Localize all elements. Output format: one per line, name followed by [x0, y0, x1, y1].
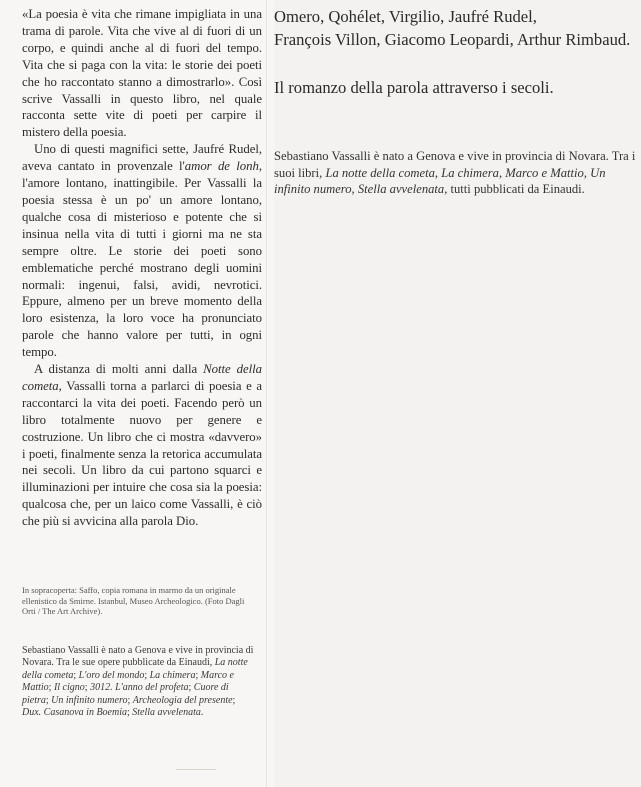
page-mark [176, 769, 216, 770]
poets-list-line-1: Omero, Qohélet, Virgilio, Jaufré Rudel, [274, 7, 537, 26]
back-cover [274, 0, 641, 787]
back-subtitle: Il romanzo della parola attraverso i secoli. [274, 78, 554, 97]
front-flap [22, 6, 262, 530]
flap-paragraph-1-text: «La poesia è vita che rimane impigliata in una trama di parole. Vita che vive al di fuori di un corpo, e quindi anche al di fuori del tempo. Vita che si paga con la vita: le storie dei poeti che ho raccontato stanno a dimostrarlo». Così scrive Vassalli in questo libro, nel quale racconta sette vite di poeti per carpire il mistero della poesia. [22, 7, 262, 140]
column-divider [266, 0, 267, 787]
cover-caption: In sopracoperta: Saffo, copia romana in marmo da un originale ellenistico da Smirne. Istanbul, Museo Archeologico. (Foto Dagli Orti / The Art Archive). [22, 585, 245, 617]
flap-paragraph-1 [22, 6, 262, 141]
poets-list-line-2: François Villon, Giacomo Leopardi, Arthur Rimbaud. [274, 29, 631, 49]
author-bio-flap: Sebastiano Vassalli è nato a Genova e vive in provincia di Novara. Tra le sue opere pubblicate da Einaudi, La notte della cometa; L'oro del mondo; La chimera; Marco e Mattio; Il cigno; 3012. L'anno del profeta; Cuore di pietra; Un infinito numero; Archeologia del presente; Dux. Casanova in Boemia; Stella avvelenata. [22, 645, 254, 719]
flap-paragraph-2-text: Uno di questi magnifici sette, Jaufré Rudel, aveva cantato in provenzale l'amor de lonh, l'amore lontano, inattingibile. Per Vassalli la poesia stessa è un po' un amore lontano, qualche cosa di misterioso e potente che si insinua nella vita di tutti i giorni ma ne sta sempre oltre. Le storie dei poeti sono emblematiche perché mostrano degli uomini normali: ingenui, falsi, avidi, nevrotici. Eppure, almeno per un breve momento della loro esistenza, la loro voce ha pronunciato parole che hanno valore per tutti, in ogni tempo. [22, 142, 262, 360]
flap-paragraph-2 [22, 141, 262, 361]
author-bio-back-text: Sebastiano Vassalli è nato a Genova e vive in provincia di Novara. Tra i suoi libri, La notte della cometa, La chimera, Marco e Mattio, Un infinito numero, Stella avvelenata, tutti pubblicati da Einaudi. [274, 149, 636, 197]
poets-list [274, 6, 641, 51]
author-bio-back [274, 148, 641, 198]
flap-paragraph-3-text: A distanza di molti anni dalla Notte della cometa, Vassalli torna a parlarci di poesia e a raccontarci la vita dei poeti. Facendo però un libro totalmente nuovo per genere e costruzione. Un libro che ci mostra «davvero» i poeti, finalmente senza la retorica accumulata nei secoli. Un libro da cui partono squarci e illuminazioni per intuire che cosa sia la poesia: qualcosa che, per un laico come Vassalli, è ciò che più si avvicina alla parola Dio. [22, 362, 262, 529]
flap-paragraph-3 [22, 361, 262, 530]
